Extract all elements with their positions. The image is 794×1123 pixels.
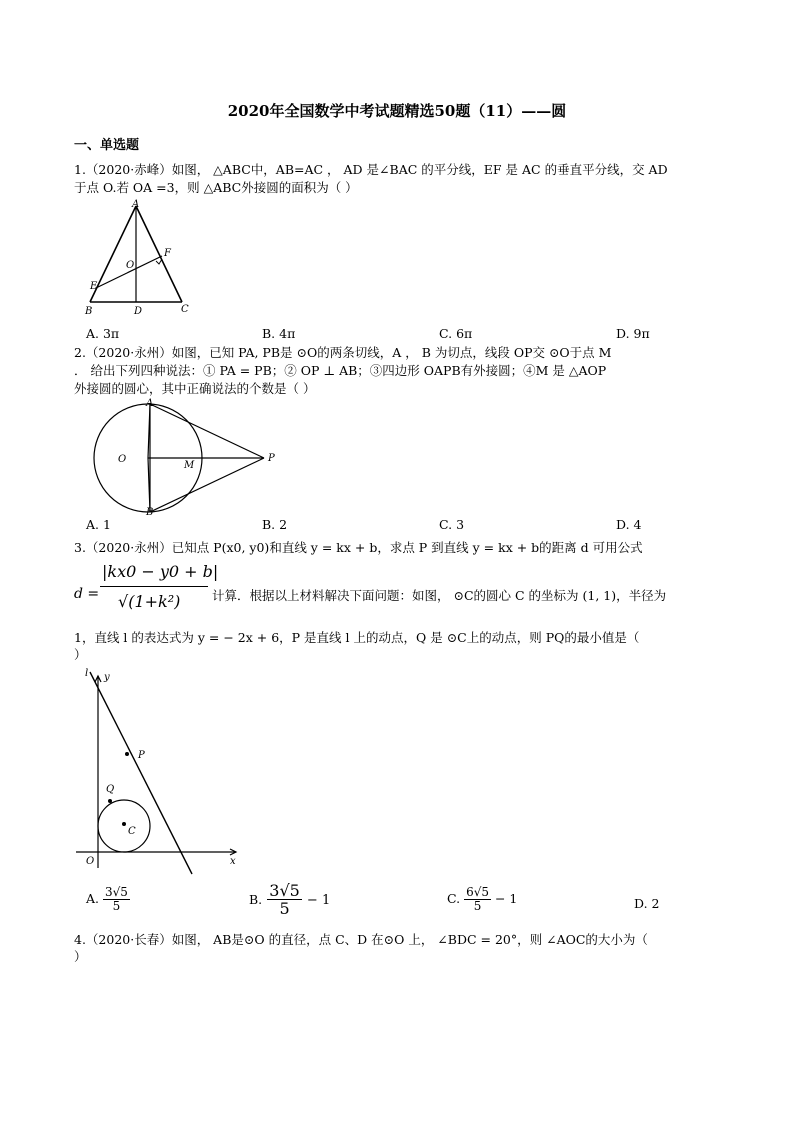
q3-option-a-prefix: A. bbox=[86, 891, 100, 906]
q2-option-c[interactable]: C. 3 bbox=[439, 517, 465, 532]
q1-label-o: O bbox=[126, 260, 135, 271]
q3-option-b-den: 5 bbox=[279, 899, 290, 918]
q2-text-line1: 2.（2020·永州）如图，已知 PA, PB是 ⊙O的两条切线，A ， B 为切点，线段 OP交 ⊙O于点 M bbox=[74, 345, 612, 360]
q2-option-a[interactable]: A. 1 bbox=[86, 517, 111, 532]
q3-point-q bbox=[108, 799, 112, 803]
q3-point-p bbox=[125, 752, 129, 756]
q1-label-c: C bbox=[181, 304, 189, 315]
q3-coordinate-figure bbox=[72, 664, 252, 876]
q2-label-p: P bbox=[268, 453, 275, 464]
q3-formula-denominator: √(1+k²) bbox=[118, 592, 181, 611]
q1-triangle-figure bbox=[84, 198, 194, 318]
q3-option-b-suffix: − 1 bbox=[306, 893, 331, 908]
q3-label-c: C bbox=[128, 826, 136, 837]
q2-option-b[interactable]: B. 2 bbox=[262, 517, 288, 532]
q3-option-c-num: 6√5 bbox=[466, 885, 489, 899]
q3-option-c-suffix: − 1 bbox=[494, 891, 518, 906]
q3-option-a-den: 5 bbox=[112, 899, 121, 913]
q2-option-d[interactable]: D. 4 bbox=[616, 517, 642, 532]
q1-text-line2: 于点 O.若 OA =3，则 △ABC外接圆的面积为（ ） bbox=[74, 180, 358, 195]
q3-label-o: O bbox=[86, 856, 95, 867]
q2-text-line2: ． 给出下列四种说法：① PA = PB；② OP ⊥ AB；③四边形 OAPB有外接圆；④M 是 △AOP bbox=[74, 363, 607, 378]
q2-tangent-pa bbox=[150, 404, 264, 458]
q4-text-line1: 4.（2020·长春）如图， AB是⊙O 的直径，点 C、D 在⊙O 上， ∠BDC = 20°，则 ∠AOC的大小为（ bbox=[74, 932, 648, 947]
q3-option-a-fraction bbox=[103, 886, 130, 913]
q3-option-d[interactable]: D. 2 bbox=[634, 896, 660, 911]
q3-text-line4: ） bbox=[74, 647, 87, 662]
q3-option-b[interactable] bbox=[249, 882, 330, 917]
q2-label-b: B bbox=[146, 507, 154, 516]
q2-label-m: M bbox=[184, 460, 195, 471]
q2-label-o: O bbox=[118, 454, 127, 465]
q3-formula-rest: 计算．根据以上材料解决下面问题：如图， ⊙C的圆心 C 的坐标为 (1, 1)，半径为 bbox=[212, 588, 667, 603]
q3-text-line3: 1，直线 l 的表达式为 y = − 2x + 6，P 是直线 l 上的动点，Q 是 ⊙C上的动点，则 PQ的最小值是（ bbox=[74, 630, 640, 645]
q2-circle-tangent-figure bbox=[78, 398, 288, 516]
q3-formula-line bbox=[74, 560, 734, 616]
q1-side-ac bbox=[136, 206, 182, 302]
q1-label-d: D bbox=[134, 306, 143, 317]
q2-tangent-pb bbox=[150, 458, 264, 512]
q3-option-b-num: 3√5 bbox=[269, 881, 300, 900]
q3-formula-numerator: |kx0 − y0 + b| bbox=[102, 562, 219, 581]
q3-option-a[interactable] bbox=[86, 886, 130, 913]
q3-label-y: y bbox=[104, 672, 110, 683]
q1-option-d[interactable]: D. 9π bbox=[616, 326, 650, 341]
q3-option-b-fraction bbox=[267, 882, 302, 917]
page-title: 2020年全国数学中考试题精选50题（11）——圆 bbox=[227, 102, 567, 120]
q3-label-l: l bbox=[85, 668, 89, 679]
q3-label-p: P bbox=[138, 750, 145, 761]
q3-option-b-prefix: B. bbox=[249, 892, 263, 907]
section-heading: 一、单选题 bbox=[74, 138, 140, 153]
q1-label-f: F bbox=[164, 248, 171, 259]
q1-text-line1: 1.（2020·赤峰）如图， △ABC中，AB=AC ， AD 是∠BAC 的平分线，EF 是 AC 的垂直平分线，交 AD bbox=[74, 162, 668, 177]
q4-text-line2: ） bbox=[74, 949, 87, 964]
q3-option-c-prefix: C. bbox=[447, 891, 461, 906]
q3-option-c[interactable] bbox=[447, 886, 517, 913]
q3-option-c-den: 5 bbox=[473, 899, 482, 913]
q3-formula-lhs: d = bbox=[74, 586, 100, 602]
q3-option-c-fraction bbox=[464, 886, 491, 913]
q1-option-c[interactable]: C. 6π bbox=[439, 326, 473, 341]
q1-label-a: A bbox=[132, 199, 140, 210]
q2-text-line3: 外接圆的圆心，其中正确说法的个数是（ ） bbox=[74, 381, 316, 396]
q3-option-a-num: 3√5 bbox=[105, 885, 128, 899]
q3-point-c bbox=[122, 822, 126, 826]
q1-option-b[interactable]: B. 4π bbox=[262, 326, 296, 341]
q1-label-e: E bbox=[90, 281, 98, 292]
q1-option-a[interactable]: A. 3π bbox=[86, 326, 120, 341]
q1-label-b: B bbox=[85, 306, 93, 317]
q2-label-a: A bbox=[146, 398, 154, 409]
q1-right-angle-mark bbox=[156, 259, 162, 264]
q3-label-q: Q bbox=[106, 784, 115, 795]
q3-text-line1: 3.（2020·永州）已知点 P(x0, y0)和直线 y = kx + b，求点 P 到直线 y = kx + b的距离 d 可用公式 bbox=[74, 540, 643, 555]
q3-label-x: x bbox=[230, 856, 236, 867]
q3-fraction-bar bbox=[100, 586, 208, 587]
